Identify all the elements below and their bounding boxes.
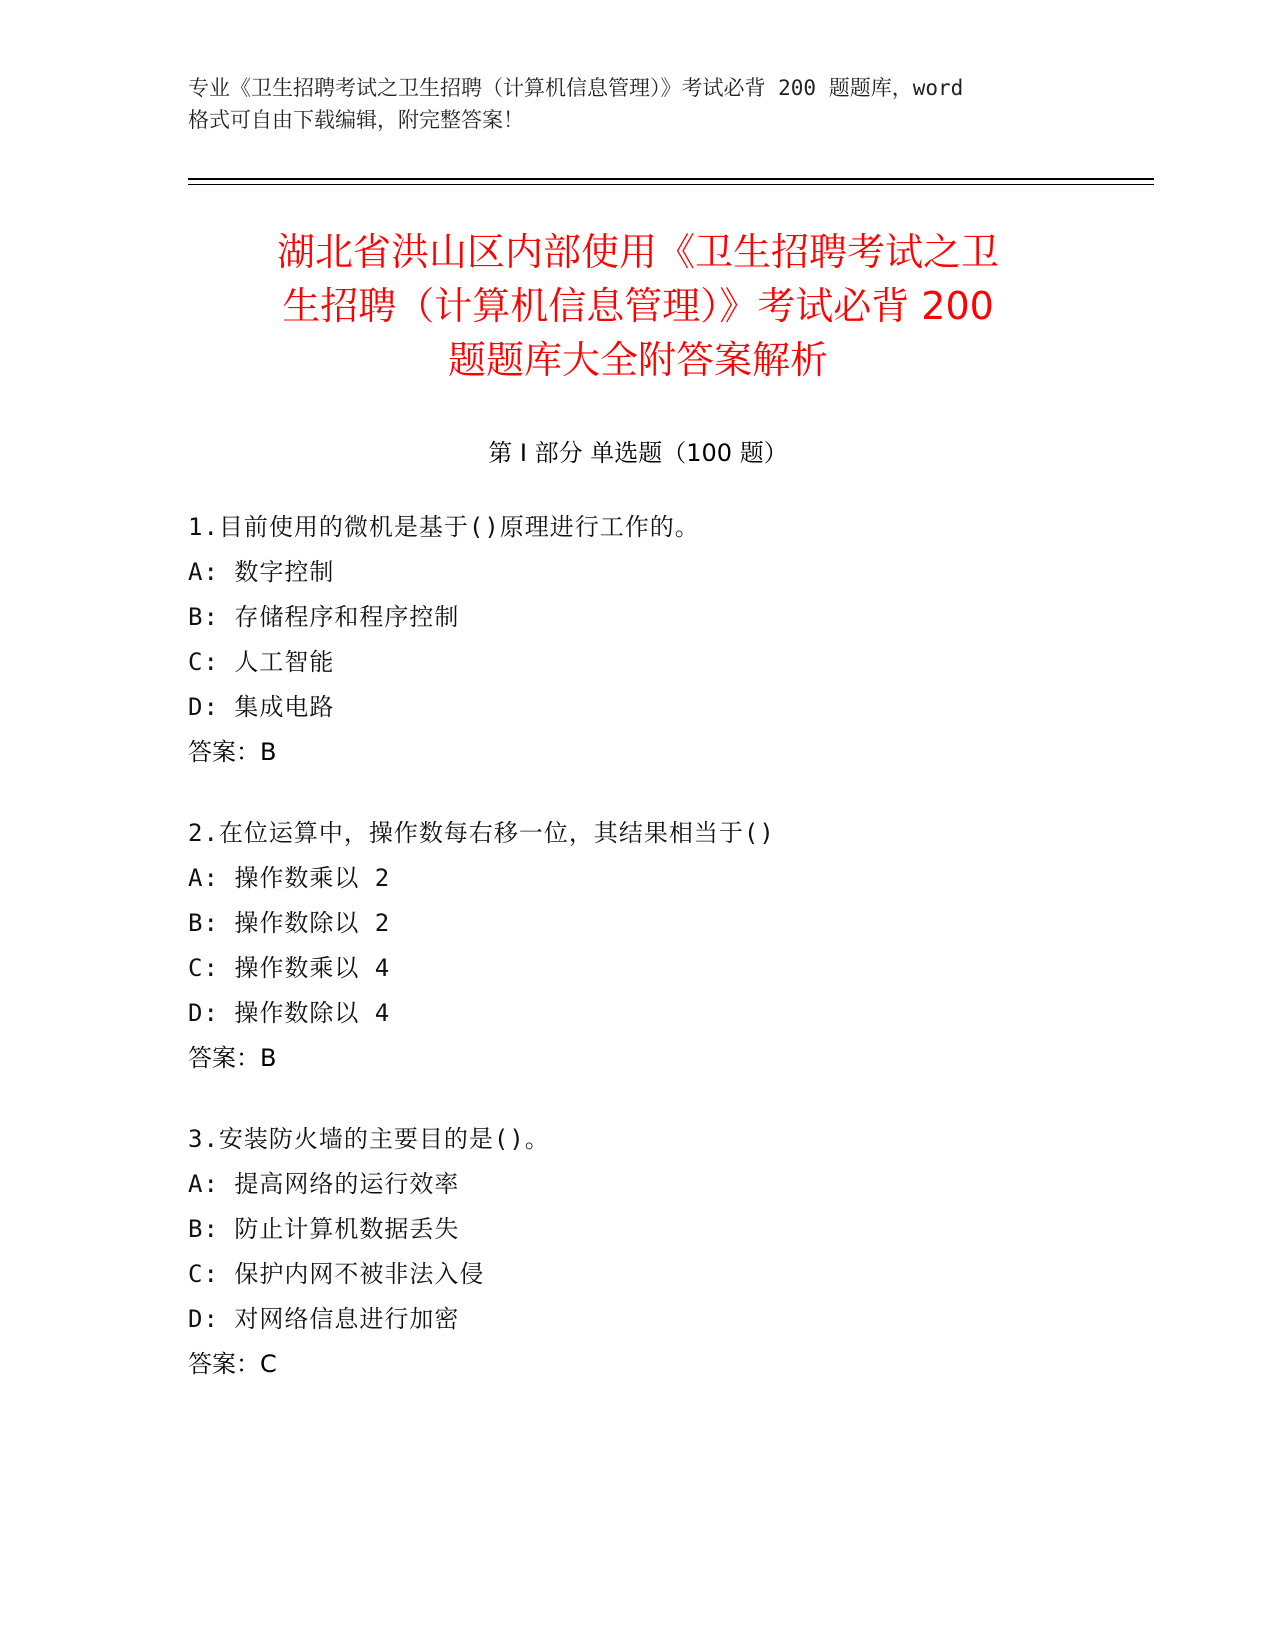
question-stem: 1.目前使用的微机是基于()原理进行工作的。 [188,513,700,541]
option-d: D: 集成电路 [188,693,335,721]
document-title-line-1: 湖北省洪山区内部使用《卫生招聘考试之卫 [276,230,999,274]
option-c: C: 操作数乘以 4 [188,954,391,982]
question-stem: 3.安装防火墙的主要目的是()。 [188,1125,550,1153]
document-title-line-2: 生招聘（计算机信息管理）》考试必背 200 [282,284,994,328]
header-note [188,72,1088,136]
option-b: B: 操作数除以 2 [188,909,391,937]
question-2 [188,811,1088,1081]
document-title-line-3: 题题库大全附答案解析 [447,338,828,382]
option-d: D: 操作数除以 4 [188,999,391,1027]
answer: 答案：C [188,1350,277,1378]
document-title [188,225,1088,387]
option-d: D: 对网络信息进行加密 [188,1305,460,1333]
question-stem: 2.在位运算中，操作数每右移一位，其结果相当于() [188,819,775,847]
answer: 答案：B [188,1044,277,1072]
question-1 [188,505,1088,775]
option-a: A: 数字控制 [188,558,335,586]
question-3 [188,1117,1088,1387]
section-heading: 第 I 部分 单选题（100 题） [488,439,788,467]
header-divider-thick [188,178,1154,180]
option-b: B: 防止计算机数据丢失 [188,1215,460,1243]
header-divider-thin [188,184,1154,185]
option-b: B: 存储程序和程序控制 [188,603,460,631]
header-note-line-2: 格式可自由下载编辑，附完整答案！ [188,108,524,132]
header-note-line-1: 专业《卫生招聘考试之卫生招聘（计算机信息管理）》考试必背 200 题题库，word [188,76,964,100]
option-c: C: 人工智能 [188,648,335,676]
option-a: A: 提高网络的运行效率 [188,1170,460,1198]
option-a: A: 操作数乘以 2 [188,864,391,892]
option-c: C: 保护内网不被非法入侵 [188,1260,485,1288]
answer: 答案：B [188,738,277,766]
